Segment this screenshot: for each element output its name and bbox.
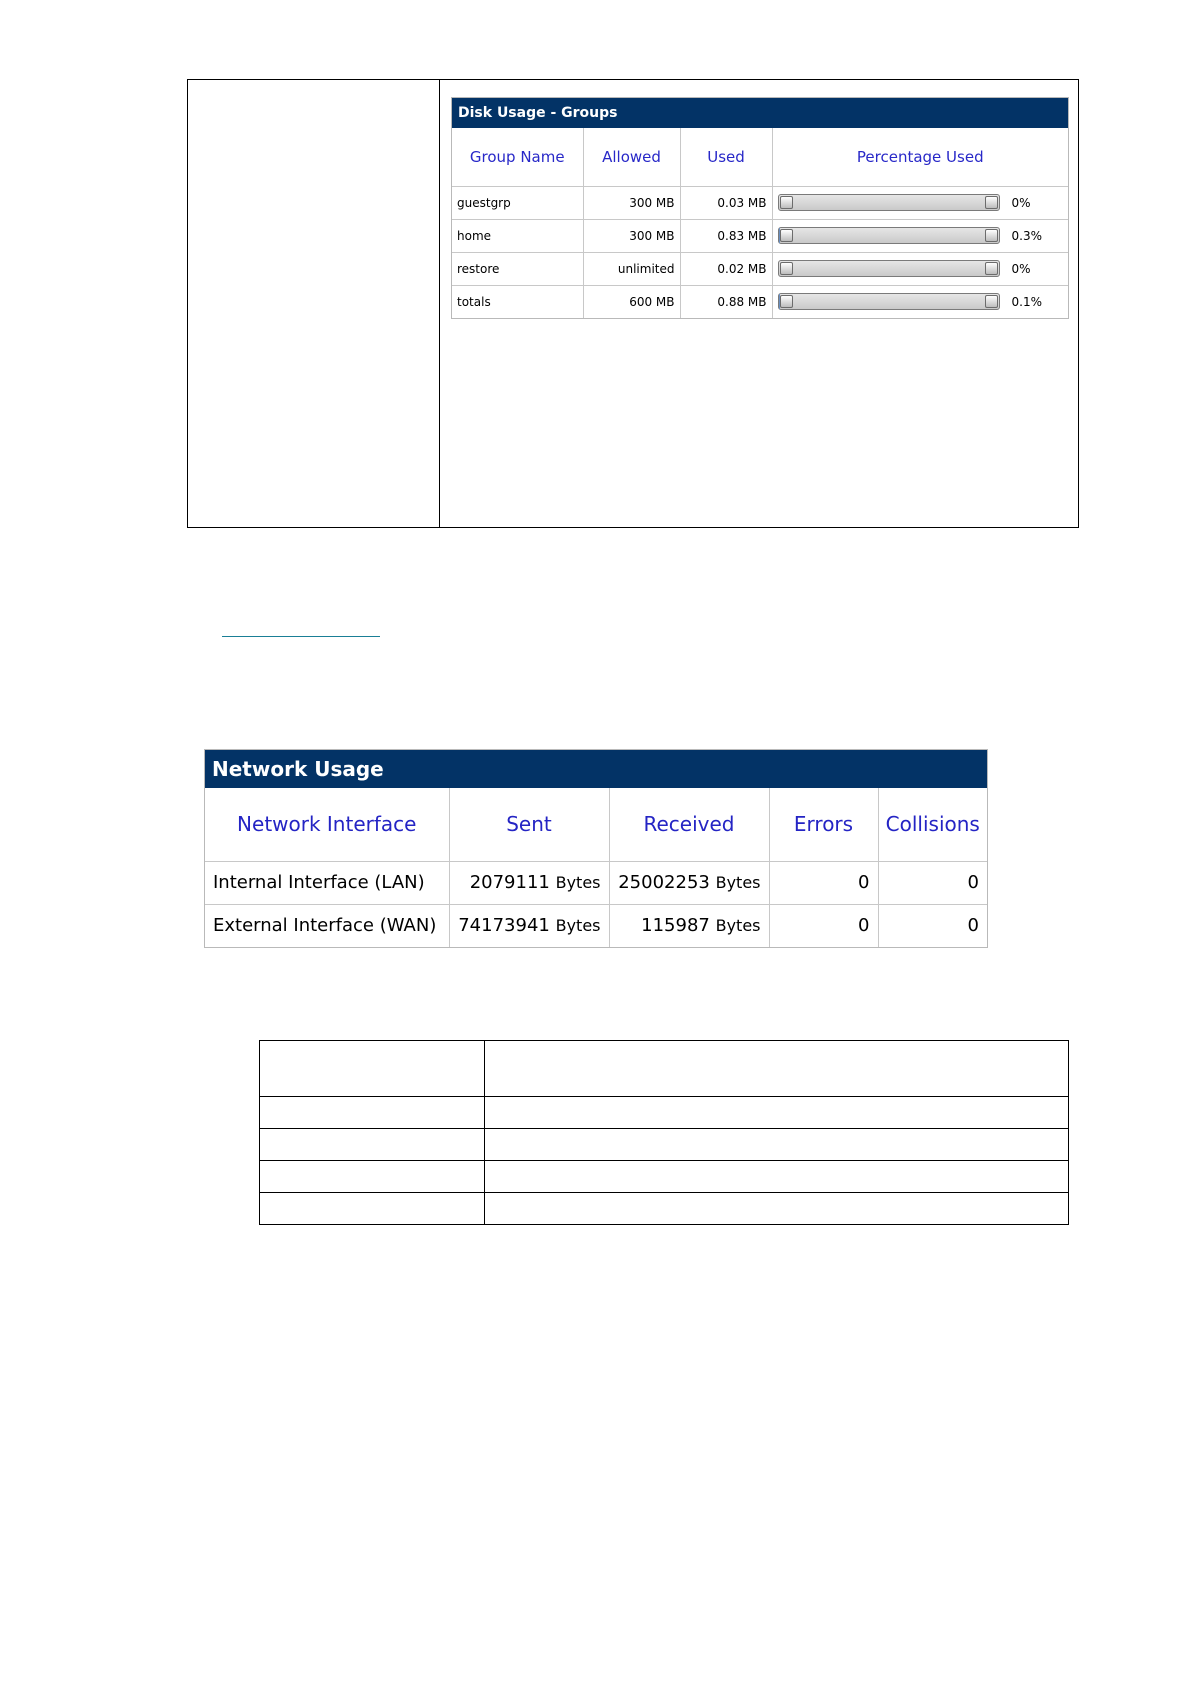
network-usage-header-row	[205, 788, 987, 861]
empty-table-row	[260, 1129, 1069, 1161]
percentage-label: 0%	[1011, 261, 1031, 276]
empty-table-row	[260, 1097, 1069, 1129]
column-header-used[interactable]: Used	[680, 128, 772, 186]
table-row	[205, 904, 987, 947]
collisions-value: 0	[878, 861, 987, 904]
allowed-value: unlimited	[583, 252, 680, 285]
percentage-label: 0.3%	[1011, 228, 1042, 243]
empty-cell	[485, 1193, 1069, 1225]
disk-usage-title: Disk Usage - Groups	[452, 98, 1068, 128]
bar-right-cap	[985, 295, 998, 308]
disk-usage-header-row	[452, 128, 1068, 186]
network-usage-title: Network Usage	[205, 750, 987, 788]
empty-table	[259, 1040, 1069, 1225]
sent-unit: Bytes	[555, 916, 601, 936]
sent-value	[449, 904, 609, 947]
percentage-cell	[772, 285, 1068, 318]
percentage-cell	[772, 252, 1068, 285]
table-row	[452, 186, 1068, 219]
bar-left-cap	[780, 196, 793, 209]
sent-number: 2079111	[469, 872, 550, 893]
bar-left-cap	[780, 229, 793, 242]
hyperlink[interactable]	[222, 615, 380, 637]
received-value	[609, 861, 769, 904]
group-name: totals	[452, 285, 583, 318]
empty-cell	[260, 1041, 485, 1097]
bar-left-cap	[780, 262, 793, 275]
column-header-group-name[interactable]: Group Name	[452, 128, 583, 186]
empty-cell	[260, 1097, 485, 1129]
received-number: 115987	[641, 915, 710, 937]
usage-progress-bar	[778, 227, 1000, 244]
empty-cell	[260, 1129, 485, 1161]
network-usage-table	[205, 788, 987, 947]
allowed-value: 300 MB	[583, 219, 680, 252]
usage-progress-bar	[778, 194, 1000, 211]
errors-value: 0	[769, 904, 878, 947]
empty-cell	[260, 1193, 485, 1225]
network-usage-panel	[204, 749, 988, 948]
column-header-collisions[interactable]: Collisions	[878, 788, 987, 861]
bar-left-cap	[780, 295, 793, 308]
group-name: guestgrp	[452, 186, 583, 219]
column-header-sent[interactable]: Sent	[449, 788, 609, 861]
disk-usage-table	[452, 128, 1068, 318]
group-name: home	[452, 219, 583, 252]
received-number: 25002253	[618, 872, 710, 893]
column-header-allowed[interactable]: Allowed	[583, 128, 680, 186]
collisions-value: 0	[967, 915, 979, 937]
empty-table-row	[260, 1161, 1069, 1193]
bar-right-cap	[985, 229, 998, 242]
usage-progress-bar	[778, 293, 1000, 310]
percentage-cell	[772, 186, 1068, 219]
empty-cell	[260, 1161, 485, 1193]
column-header-errors[interactable]: Errors	[769, 788, 878, 861]
received-unit: Bytes	[715, 873, 761, 892]
received-value	[609, 904, 769, 947]
sent-number: 74173941	[458, 915, 550, 937]
used-value: 0.83 MB	[680, 219, 772, 252]
percentage-label: 0.1%	[1011, 294, 1042, 309]
column-header-received[interactable]: Received	[609, 788, 769, 861]
table-row	[452, 219, 1068, 252]
table-row	[452, 252, 1068, 285]
table-row	[452, 285, 1068, 318]
usage-progress-bar	[778, 260, 1000, 277]
used-value: 0.03 MB	[680, 186, 772, 219]
empty-table-row	[260, 1193, 1069, 1225]
column-header-percentage-used[interactable]: Percentage Used	[772, 128, 1068, 186]
disk-usage-panel	[451, 97, 1069, 319]
empty-cell	[485, 1097, 1069, 1129]
sent-unit: Bytes	[555, 873, 601, 892]
percentage-cell	[772, 219, 1068, 252]
table-row	[205, 861, 987, 904]
used-value: 0.02 MB	[680, 252, 772, 285]
percentage-label: 0%	[1011, 195, 1031, 210]
empty-cell	[485, 1161, 1069, 1193]
empty-cell	[485, 1041, 1069, 1097]
allowed-value: 300 MB	[583, 186, 680, 219]
bar-right-cap	[985, 262, 998, 275]
interface-name: External Interface (WAN)	[205, 904, 449, 947]
group-name: restore	[452, 252, 583, 285]
errors-value: 0	[769, 861, 878, 904]
received-unit: Bytes	[715, 916, 761, 936]
allowed-value: 600 MB	[583, 285, 680, 318]
empty-table-header-row	[260, 1041, 1069, 1097]
used-value: 0.88 MB	[680, 285, 772, 318]
bar-right-cap	[985, 196, 998, 209]
column-header-network-interface[interactable]: Network Interface	[205, 788, 449, 861]
column-divider	[439, 80, 440, 527]
sent-value	[449, 861, 609, 904]
empty-cell	[485, 1129, 1069, 1161]
interface-name: Internal Interface (LAN)	[205, 861, 449, 904]
